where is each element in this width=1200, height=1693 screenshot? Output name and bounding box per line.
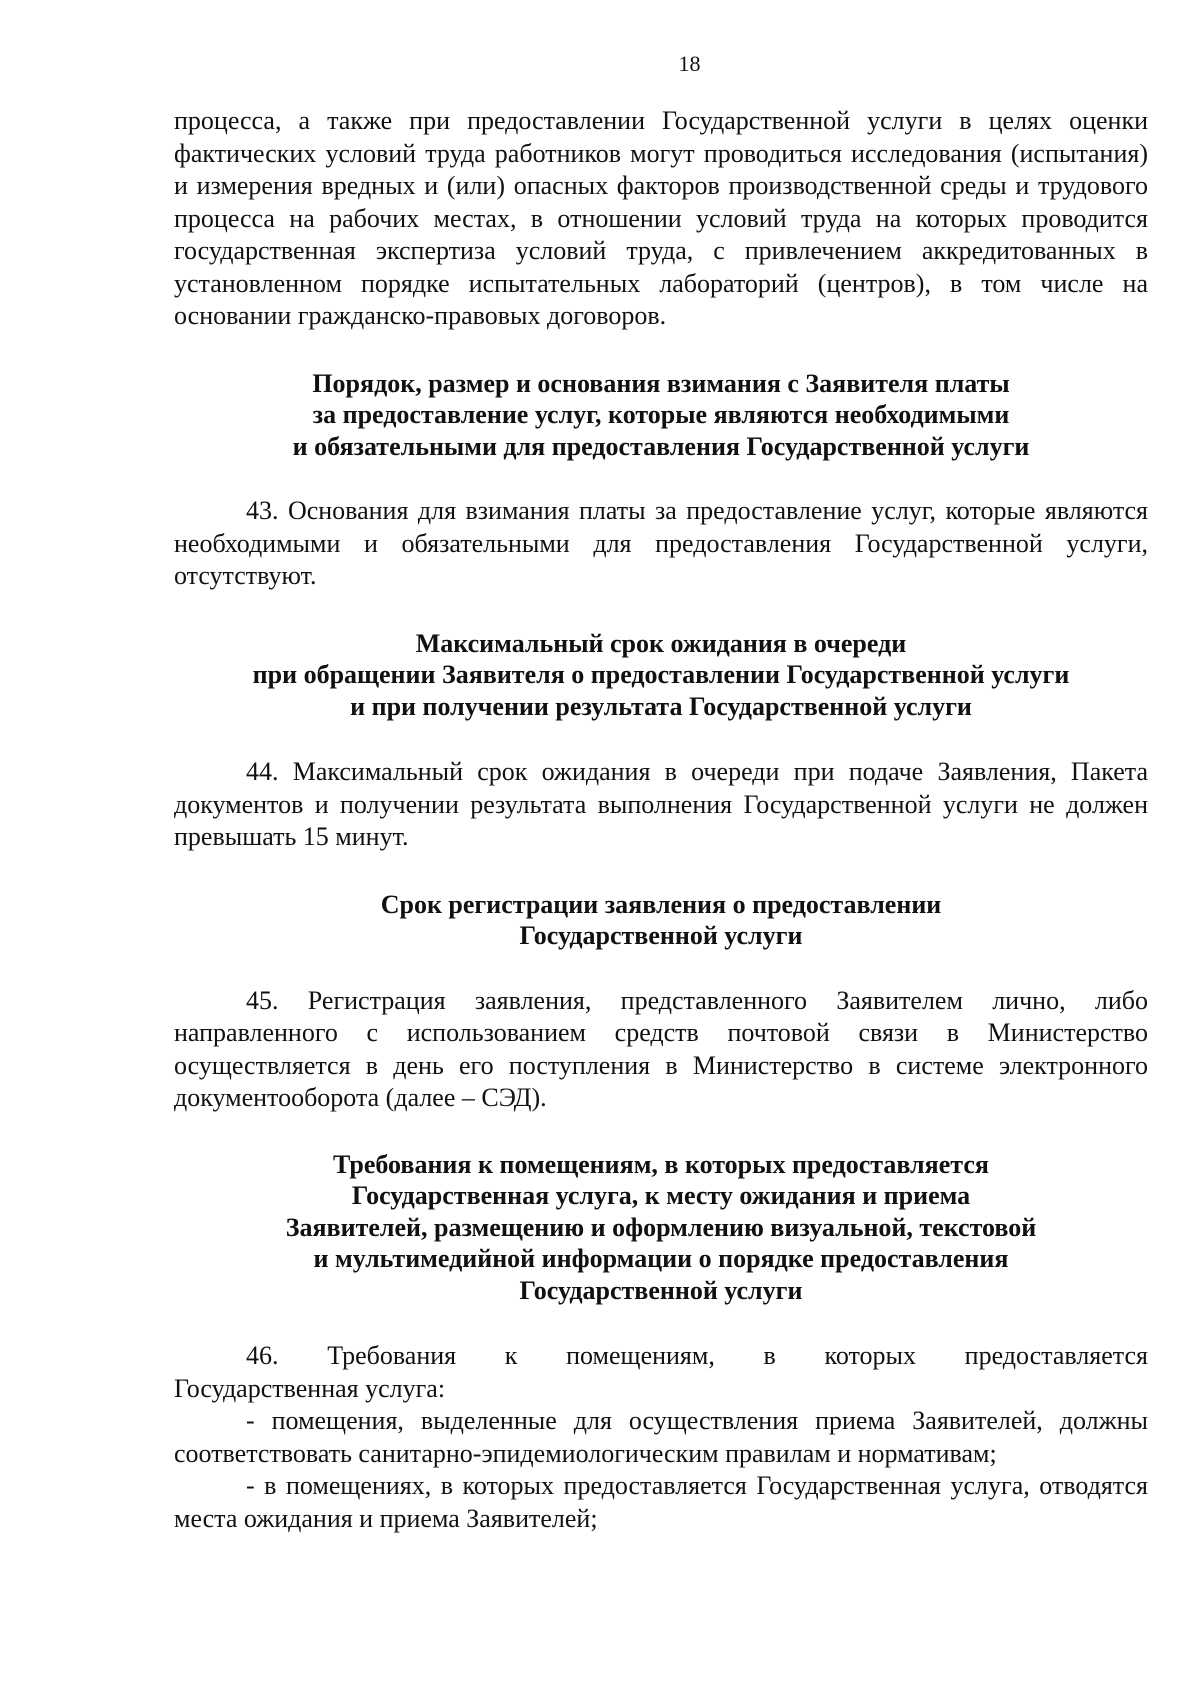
heading-line: и обязательными для предоставления Государственной услуги xyxy=(292,431,1030,461)
section-heading-premises xyxy=(174,1149,1148,1307)
list-item: - в помещениях, в которых предоставляется Государственная услуга, отводятся места ожидания и приема Заявителей; xyxy=(174,1471,1148,1533)
paragraph-43: 43. Основания для взимания платы за предоставление услуг, которые являются необходимыми и обязательными для предоставления Государственной услуги, отсутствуют. xyxy=(174,496,1148,590)
heading-line: Максимальный срок ожидания в очереди xyxy=(415,628,907,658)
section-heading-fees xyxy=(174,368,1148,463)
heading-line: Государственная услуга, к месту ожидания и приема xyxy=(351,1181,971,1210)
section-heading-registration xyxy=(174,889,1148,952)
heading-line: Требования к помещениям, в которых предоставляется xyxy=(333,1149,989,1179)
paragraph-46-first-line: 46. Требования к помещениям, в которых предоставляется xyxy=(246,1341,1148,1370)
paragraph-46-continuation: Государственная услуга: xyxy=(174,1373,446,1403)
list-item: - помещения, выделенные для осуществления приема Заявителей, должны соответствовать санитарно-эпидемиологическим правилам и нормативам; xyxy=(174,1406,1148,1468)
intro-paragraph: процесса, а также при предоставлении Государственной услуги в целях оценки фактических условий труда работников могут проводиться исследования (испытания) и измерения вредных и (или) опасных факторов производственной среды и трудового процесса на рабочих местах, в отношении условий труда на которых проводится государственная экспертиза условий труда, с привлечением аккредитованных в установленном порядке испытательных лабораторий (центров), в том числе на основании гражданско-правовых договоров. xyxy=(174,106,1148,330)
heading-line: и мультимедийной информации о порядке предоставления xyxy=(313,1244,1009,1273)
heading-line: при обращении Заявителя о предоставлении Государственной услуги xyxy=(252,660,1070,689)
heading-line: и при получении результата Государственной услуги xyxy=(350,691,972,721)
paragraph-45: 45. Регистрация заявления, представленного Заявителем лично, либо направленного с использованием средств почтовой связи в Министерство осуществляется в день его поступления в Министерство в системе электронного документооборота (далее – СЭД). xyxy=(174,985,1148,1112)
heading-line: за предоставление услуг, которые являются необходимыми xyxy=(312,400,1010,429)
heading-line: Порядок, размер и основания взимания с Заявителя платы xyxy=(312,368,1010,398)
paragraph-44: 44. Максимальный срок ожидания в очереди при подаче Заявления, Пакета документов и получении результата выполнения Государственной услуги не должен превышать 15 минут. xyxy=(174,757,1148,851)
heading-line: Заявителей, размещению и оформлению визуальной, текстовой xyxy=(285,1212,1037,1242)
heading-line: Срок регистрации заявления о предоставлении xyxy=(380,889,942,919)
heading-line: Государственной услуги xyxy=(519,921,803,950)
heading-line: Государственной услуги xyxy=(519,1275,803,1305)
page-number: 18 xyxy=(678,51,701,76)
section-heading-queue-time xyxy=(174,628,1148,723)
